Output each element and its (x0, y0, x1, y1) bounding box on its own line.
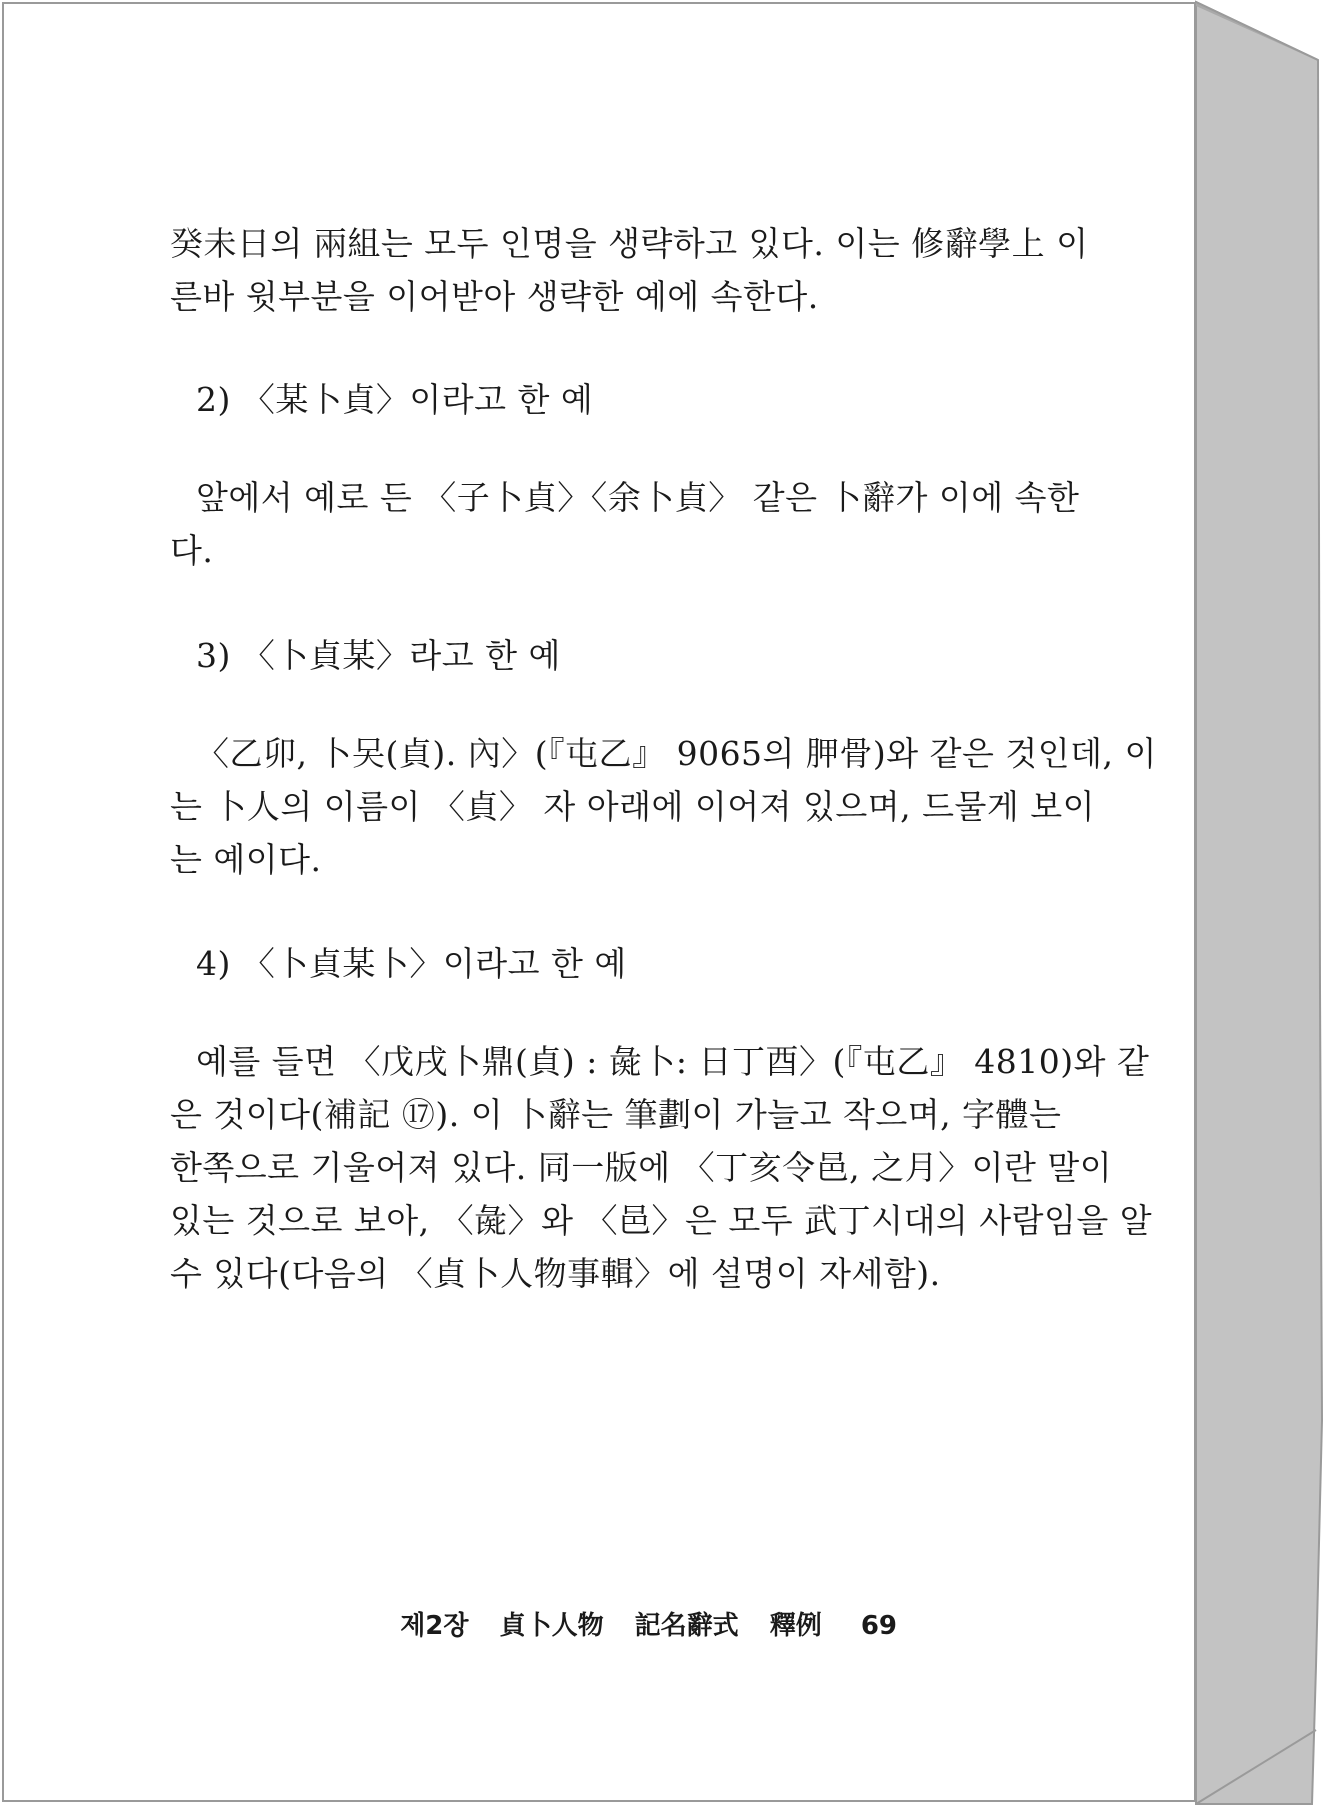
paragraph-line: 있는 것으로 보아, 〈彘〉와 〈邑〉은 모두 武丁시대의 사람임을 알 (170, 1201, 1153, 1240)
running-footer (400, 1608, 897, 1644)
section-heading: 4) 〈卜貞某卜〉이라고 한 예 (196, 944, 627, 983)
paragraph-line: 예를 들면 〈戊戌卜鼎(貞) : 彘卜: 日丁酉〉(『屯乙』 4810)와 같 (196, 1042, 1150, 1081)
paragraph-line: 〈乙卯, 卜㕦(貞). 內〉(『屯乙』 9065의 胛骨)와 같은 것인데, 이 (196, 734, 1157, 773)
paragraph-line: 른바 윗부분을 이어받아 생략한 예에 속한다. (170, 277, 819, 316)
footer-title: 釋例 (769, 1611, 822, 1641)
section-heading: 3) 〈卜貞某〉라고 한 예 (196, 636, 561, 675)
paragraph-line: 다. (170, 531, 214, 570)
footer-title: 記名辭式 (634, 1611, 739, 1641)
paragraph-line: 는 예이다. (170, 840, 322, 879)
paragraph-line: 한쪽으로 기울어져 있다. 同一版에 〈丁亥令邑, 之月〉이란 말이 (170, 1148, 1113, 1187)
paragraph-line: 앞에서 예로 든 〈子卜貞〉〈余卜貞〉 같은 卜辭가 이에 속한 (196, 478, 1080, 517)
paragraph-line: 癸未日의 兩組는 모두 인명을 생략하고 있다. 이는 修辭學上 이 (170, 224, 1089, 263)
section-heading: 2) 〈某卜貞〉이라고 한 예 (196, 380, 594, 419)
paragraph-line: 수 있다(다음의 〈貞卜人物事輯〉에 설명이 자세함). (170, 1254, 941, 1293)
paragraph-line: 는 卜人의 이름이 〈貞〉 자 아래에 이어져 있으며, 드물게 보이 (170, 787, 1095, 826)
paragraph-line: 은 것이다(補記 ⑰). 이 卜辭는 筆劃이 가늘고 작으며, 字體는 (170, 1095, 1062, 1134)
footer-title: 貞卜人物 (499, 1611, 604, 1641)
footer-chapter: 제2장 (400, 1611, 469, 1641)
page-number: 69 (860, 1611, 897, 1641)
page-sheet (2, 2, 1196, 1802)
